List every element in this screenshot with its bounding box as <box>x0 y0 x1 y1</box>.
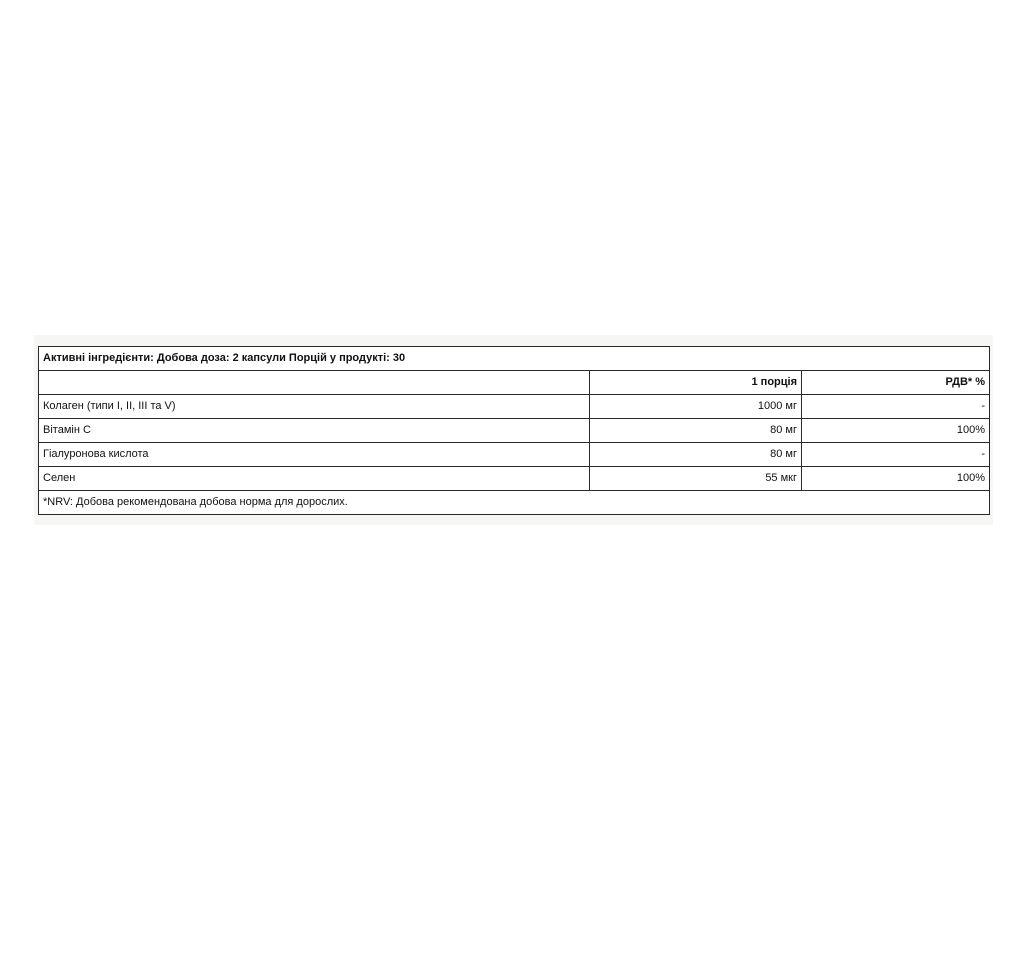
ingredients-table <box>38 346 990 515</box>
ingredient-rdv: - <box>802 395 990 419</box>
ingredient-amount: 1000 мг <box>590 395 802 419</box>
table-row <box>39 467 990 491</box>
table-row <box>39 419 990 443</box>
ingredient-rdv: 100% <box>802 419 990 443</box>
ingredient-amount: 80 мг <box>590 419 802 443</box>
table-row <box>39 395 990 419</box>
table-row <box>39 443 990 467</box>
footnote-row <box>39 491 990 515</box>
ingredient-amount: 80 мг <box>590 443 802 467</box>
ingredient-rdv: 100% <box>802 467 990 491</box>
ingredient-name: Селен <box>39 467 590 491</box>
column-header-row <box>39 371 990 395</box>
table-title-row <box>39 347 990 371</box>
column-header-portion: 1 порція <box>590 371 802 395</box>
ingredient-name: Гіалуронова кислота <box>39 443 590 467</box>
ingredient-amount: 55 мкг <box>590 467 802 491</box>
footnote: *NRV: Добова рекомендована добова норма для дорослих. <box>39 491 990 515</box>
table-title: Активні інгредієнти: Добова доза: 2 капсули Порцій у продукті: 30 <box>39 347 990 371</box>
column-header-rdv: РДВ* % <box>802 371 990 395</box>
ingredient-name: Вітамін С <box>39 419 590 443</box>
ingredient-rdv: - <box>802 443 990 467</box>
ingredient-name: Колаген (типи I, II, III та V) <box>39 395 590 419</box>
column-header-name <box>39 371 590 395</box>
